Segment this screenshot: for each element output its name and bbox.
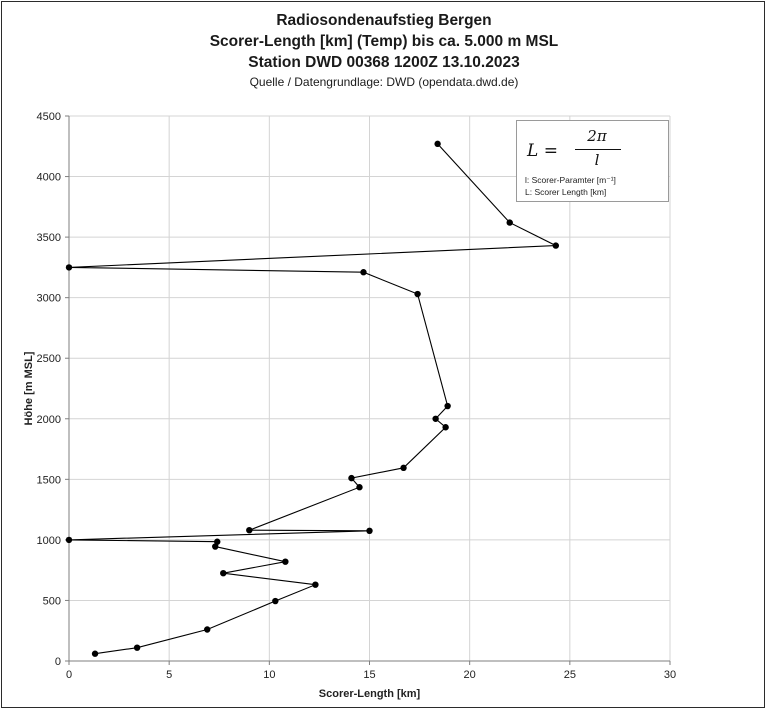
scorer-formula	[525, 127, 665, 173]
formula-legend-l: l: Scorer-Paramter [m⁻¹]	[525, 175, 616, 185]
x-tick-label: 30	[663, 669, 677, 681]
data-point	[356, 484, 362, 490]
chart-source: Quelle / Datengrundlage: DWD (opendata.dwd.de)	[249, 75, 519, 89]
chart-station-line: Station DWD 00368 1200Z 13.10.2023	[248, 54, 520, 71]
data-point	[366, 528, 372, 534]
y-tick-label: 3000	[36, 292, 61, 305]
y-tick-label: 0	[54, 656, 61, 668]
formula-legend-L: L: Scorer Length [km]	[525, 187, 607, 197]
x-tick-label: 5	[166, 669, 173, 681]
data-point	[414, 291, 420, 297]
data-point	[360, 269, 366, 275]
y-tick-label: 500	[42, 595, 61, 608]
data-point	[432, 416, 438, 422]
data-point	[348, 475, 354, 481]
formula-numerator: 2π	[587, 127, 607, 145]
formula-box	[516, 120, 669, 202]
y-tick-label: 1500	[36, 474, 61, 487]
data-point	[312, 582, 318, 588]
x-tick-label: 0	[65, 669, 73, 681]
data-point	[553, 242, 559, 248]
data-point	[282, 558, 288, 564]
x-tick-labels	[66, 669, 676, 681]
x-tick-label: 15	[363, 669, 376, 681]
formula-lhs: L =	[527, 141, 558, 161]
y-tick-label: 1000	[36, 534, 61, 547]
data-point	[214, 539, 220, 545]
y-tick-labels	[37, 111, 61, 668]
y-tick-label: 2000	[36, 413, 61, 426]
chart-title: Radiosondenaufstieg Bergen	[276, 12, 492, 29]
x-axis-label: Scorer-Length [km]	[318, 688, 421, 700]
y-tick-label: 4000	[36, 171, 61, 184]
data-point	[204, 626, 210, 632]
chart-subtitle: Scorer-Length [km] (Temp) bis ca. 5.000 m MSL	[209, 33, 559, 50]
data-point	[400, 465, 406, 471]
y-tick-label: 3500	[36, 232, 61, 245]
y-axis-label: Höhe [m MSL]	[23, 351, 35, 426]
series-line	[69, 144, 556, 654]
data-point	[434, 141, 440, 147]
data-point	[442, 424, 448, 430]
data-series	[66, 141, 559, 657]
data-point	[220, 570, 226, 576]
data-point	[272, 598, 278, 604]
x-tick-label: 20	[463, 669, 476, 681]
data-point	[134, 644, 140, 650]
data-point	[92, 651, 98, 657]
y-tick-label: 2500	[36, 353, 61, 366]
data-point	[66, 264, 72, 270]
x-tick-label: 10	[263, 669, 276, 681]
data-point	[507, 219, 513, 225]
data-point	[66, 537, 72, 543]
data-point	[246, 527, 252, 533]
y-tick-label: 4500	[36, 111, 61, 123]
x-tick-label: 25	[563, 669, 576, 681]
data-point	[444, 403, 450, 409]
formula-fraction-bar	[575, 149, 621, 150]
formula-denominator: l	[594, 151, 600, 169]
